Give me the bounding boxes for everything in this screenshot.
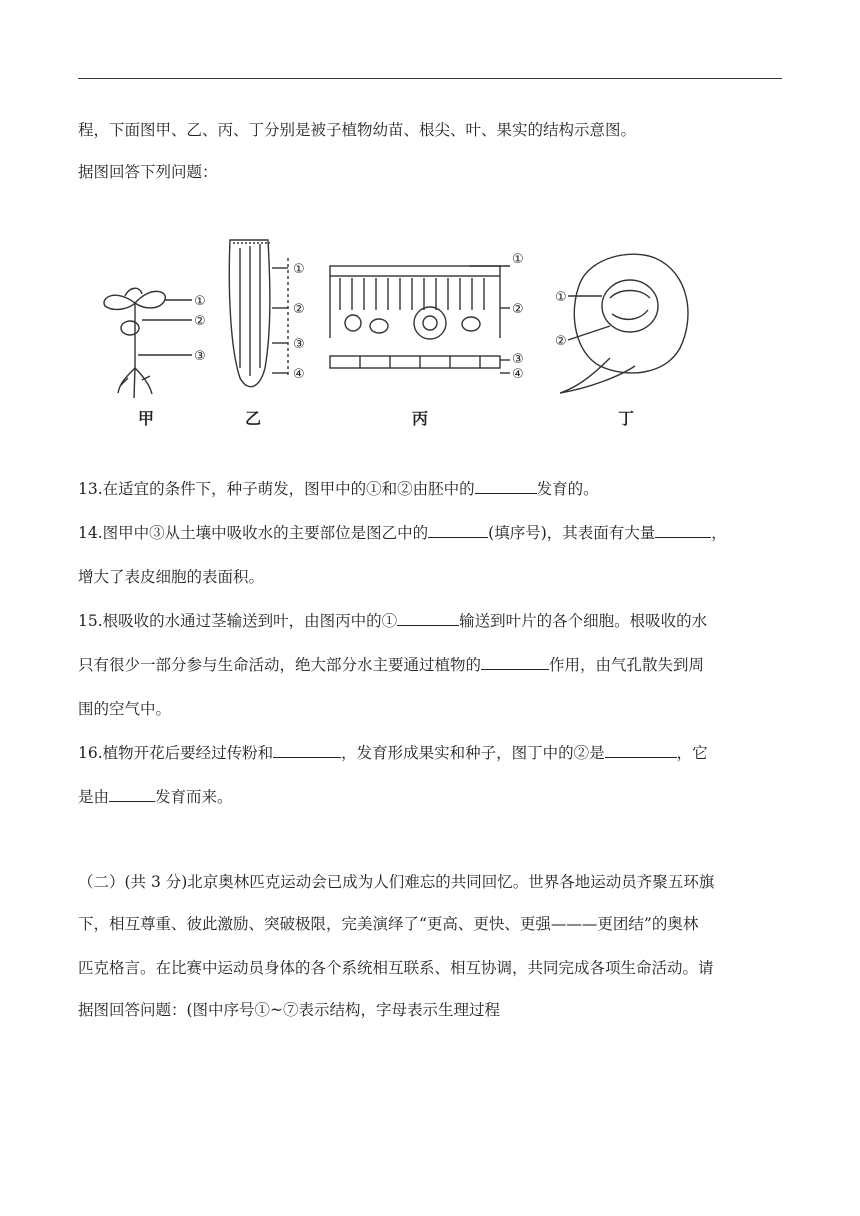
q13-text-a: 13.在适宜的条件下，种子萌发，图甲中的①和②由胚中的 [78,480,475,498]
figure-label-jia: 甲 [138,409,155,428]
bing-marker-3: ③ [512,352,524,367]
q16-text-a: 16.植物开花后要经过传粉和 [78,744,274,762]
root-tip-diagram [229,240,270,387]
part2-line-3: 匹克格言。在比赛中运动员身体的各个系统相互联系、相互协调，共同完成各项生命活动。请 [78,959,714,977]
fruit-diagram [560,254,688,393]
part2-line-4: 据图回答问题：(图中序号①~⑦表示结构，字母表示生理过程 [78,1001,501,1019]
ding-marker-1: ① [555,290,567,305]
yi-marker-2: ② [293,302,305,317]
q14-line-2: 增大了表皮细胞的表面积。 [78,568,265,586]
plant-structure-figure [90,228,700,438]
part2-line-2: 下，相互尊重、彼此激励、突破极限，完美演绎了“更高、更快、更强———更团结”的奥林 [78,915,699,933]
q15-line2-a: 只有很少一部分参与生命活动，绝大部分水主要通过植物的 [78,656,482,674]
q15-blank-1[interactable] [397,611,459,626]
ding-marker-2: ② [555,334,567,349]
leaf-section-diagram [330,266,500,368]
q14-text-c: ， [711,524,727,542]
intro-line-1: 程，下面图甲、乙、丙、丁分别是被子植物幼苗、根尖、叶、果实的结构示意图。 [78,121,637,139]
q16-text-b: ，发育形成果实和种子，图丁中的②是 [341,744,605,762]
yi-marker-3: ③ [293,337,305,352]
jia-marker-1: ① [194,294,206,309]
question-14 [78,522,784,544]
q13-blank[interactable] [475,479,537,494]
question-16 [78,742,784,764]
q16-line2-b: 发育而来。 [155,788,233,806]
q14-blank-2[interactable] [655,523,711,538]
jia-marker-3: ③ [194,349,206,364]
q15-line-3: 围的空气中。 [78,700,172,718]
q16-blank-3[interactable] [109,787,155,802]
q16-text-c: ，它 [676,744,708,762]
q16-blank-2[interactable] [605,743,677,758]
q13-text-b: 发育的。 [536,480,599,498]
figure-label-yi: 乙 [245,409,262,428]
part2-line-1: （二）(共 3 分)北京奥林匹克运动会已成为人们难忘的共同回忆。世界各地运动员齐聚五环旗 [78,873,715,891]
q15-text-a: 15.根吸收的水通过茎输送到叶，由图丙中的① [78,612,398,630]
q14-blank-1[interactable] [428,523,488,538]
q16-blank-1[interactable] [273,743,341,758]
q15-line-2 [78,654,784,676]
bing-marker-4: ④ [512,367,524,382]
q14-text-b: (填序号)，其表面有大量 [488,524,656,542]
q16-line2-a: 是由 [78,788,110,806]
yi-marker-4: ④ [293,367,305,382]
plant-diagrams [90,228,700,438]
question-15 [78,610,784,632]
jia-marker-2: ② [194,314,206,329]
q14-text-a: 14.图甲中③从土壤中吸收水的主要部位是图乙中的 [78,524,429,542]
question-13 [78,478,784,500]
q15-blank-2[interactable] [481,655,549,670]
header-rule [78,78,782,79]
intro-line-2: 据图回答下列问题： [78,163,218,181]
bing-marker-2: ② [512,302,524,317]
yi-marker-1: ① [293,262,305,277]
q15-text-b: 输送到叶片的各个细胞。根吸收的水 [459,612,708,630]
q16-line-2 [78,786,784,808]
bing-marker-1: ① [512,252,524,267]
figure-label-bing: 丙 [412,409,429,428]
figure-label-ding: 丁 [618,409,635,428]
q15-line2-b: 作用，由气孔散失到周 [549,656,705,674]
seedling-diagram [104,288,165,398]
